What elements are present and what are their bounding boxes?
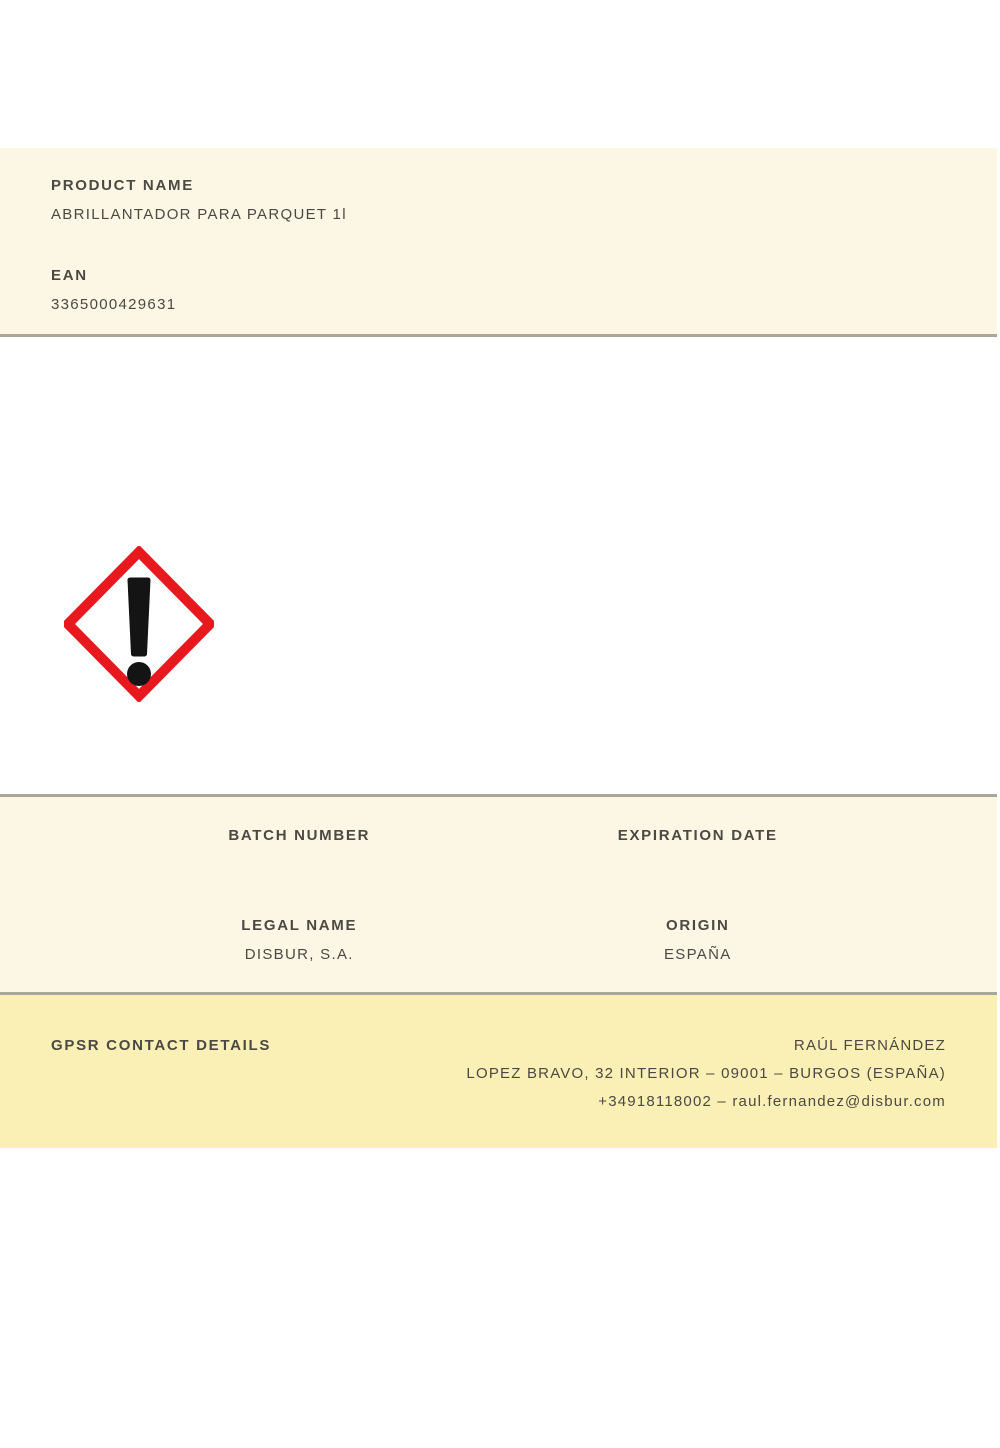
- gpsr-contact-block: [466, 1032, 946, 1116]
- gpsr-contact-name: RAÚL FERNÁNDEZ: [793, 1037, 946, 1054]
- product-name-value: ABRILLANTADOR PARA PARQUET 1l: [51, 206, 347, 223]
- batch-number-label: BATCH NUMBER: [228, 827, 371, 844]
- legal-name-label: LEGAL NAME: [241, 917, 358, 934]
- ghs-exclamation-mark-icon: [64, 546, 214, 702]
- batch-number-value: [100, 855, 499, 875]
- origin-label: ORIGIN: [665, 917, 730, 934]
- expiration-date-value: [499, 855, 898, 875]
- expiration-origin-column: [499, 826, 898, 965]
- ean-value: 3365000429631: [51, 296, 177, 313]
- ean-label: EAN: [51, 267, 88, 284]
- ghs-diamond-svg: [64, 546, 214, 702]
- expiration-date-label: EXPIRATION DATE: [617, 827, 778, 844]
- gpsr-contact-phone-email: +34918118002 – raul.fernandez@disbur.com: [598, 1093, 946, 1110]
- legal-name-value: DISBUR, S.A.: [244, 946, 354, 963]
- gpsr-contact-title: GPSR CONTACT DETAILS: [51, 1037, 272, 1054]
- batch-legal-section: [0, 794, 997, 995]
- gpsr-contact-address: LOPEZ BRAVO, 32 INTERIOR – 09001 – BURGOS (ESPAÑA): [466, 1065, 946, 1082]
- product-info-section: [0, 148, 997, 337]
- batch-legal-column: [100, 826, 499, 965]
- gpsr-contact-section: [0, 995, 997, 1148]
- origin-value: ESPAÑA: [663, 946, 732, 963]
- product-name-label: PRODUCT NAME: [51, 177, 194, 194]
